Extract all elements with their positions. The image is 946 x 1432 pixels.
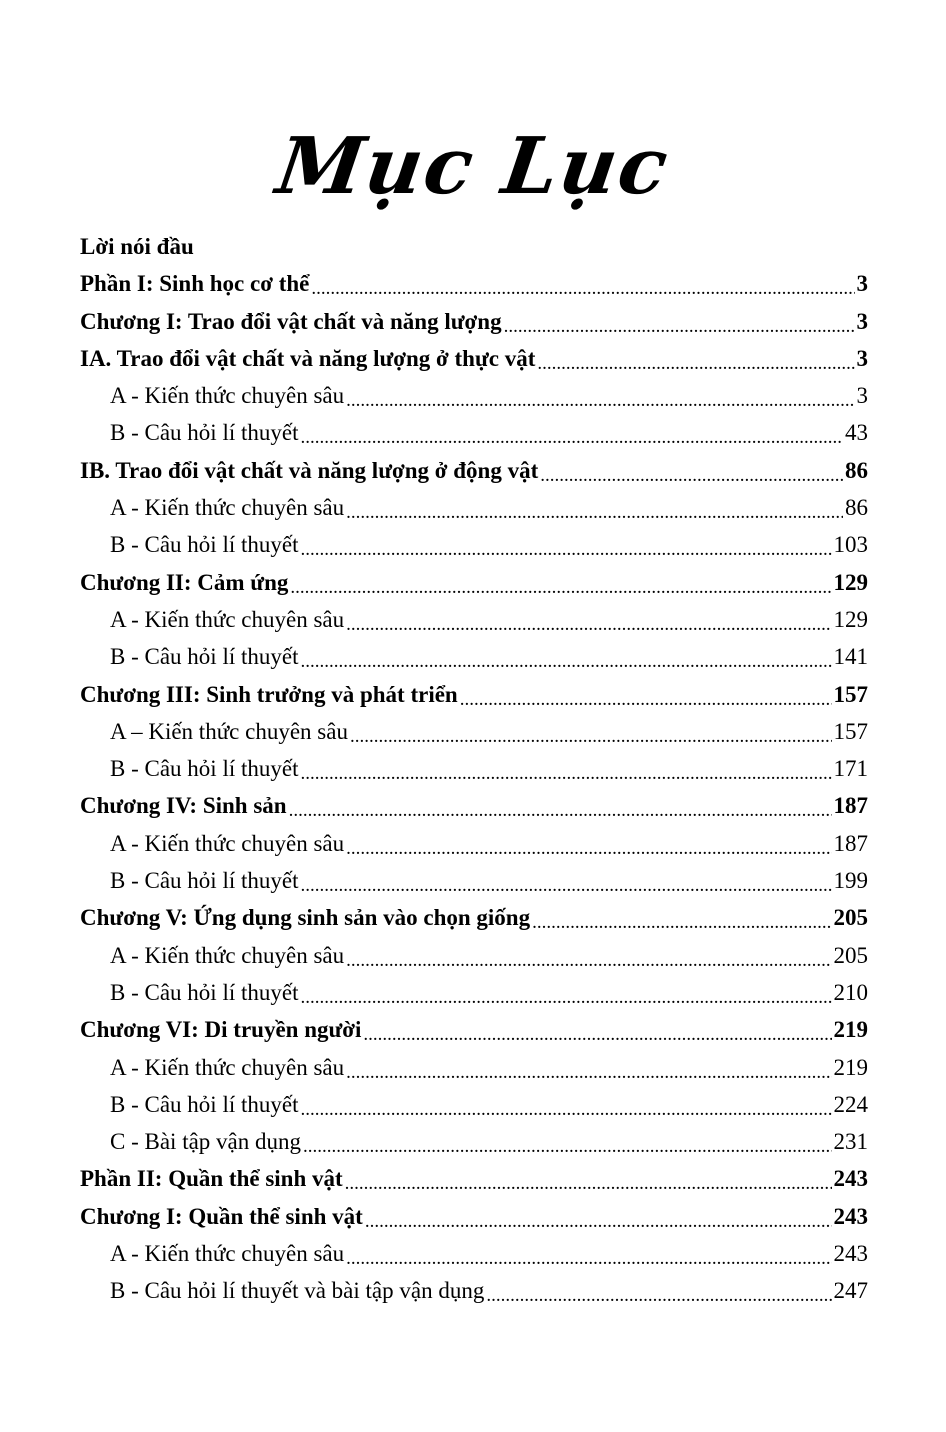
toc-entry-page-number: 199: [833, 868, 868, 894]
toc-dot-leader: [532, 902, 831, 930]
toc-dot-leader: [289, 790, 832, 818]
toc-entry-label: Phần I: Sinh học cơ thể: [80, 271, 310, 297]
toc-entry-label: A – Kiến thức chuyên sâu: [110, 718, 348, 744]
toc-entry-label: IA. Trao đổi vật chất và năng lượng ở thực vật: [80, 345, 536, 371]
toc-entry-label: B - Câu hỏi lí thuyết: [110, 979, 299, 1005]
toc-entry-page-number: 171: [833, 756, 868, 782]
toc-entry-label: A - Kiến thức chuyên sâu: [110, 1054, 345, 1080]
toc-entry[interactable]: [80, 713, 868, 750]
toc-entry-label: B - Câu hỏi lí thuyết: [110, 1091, 299, 1117]
toc-entry-page-number: 3: [856, 345, 868, 371]
toc-entry-page-number: 187: [833, 793, 868, 819]
toc-entry[interactable]: [80, 937, 868, 974]
toc-entry-page-number: 3: [856, 308, 868, 334]
toc-dot-leader: [363, 1014, 831, 1042]
toc-entry[interactable]: [80, 564, 868, 601]
toc-dot-leader: [346, 940, 831, 968]
toc-dot-leader: [300, 1089, 831, 1117]
toc-entry-label: Chương V: Ứng dụng sinh sản vào chọn giống: [80, 905, 531, 931]
toc-entry-label: Chương I: Quần thể sinh vật: [80, 1203, 363, 1229]
toc-dot-leader: [311, 268, 854, 296]
toc-entry[interactable]: [80, 750, 868, 787]
toc-entry[interactable]: [80, 825, 868, 862]
toc-dot-leader: [346, 604, 831, 632]
toc-entry-page-number: 205: [833, 905, 868, 931]
toc-entry-label: A - Kiến thức chuyên sâu: [110, 830, 345, 856]
toc-entry-page-number: 43: [845, 420, 868, 446]
toc-dot-leader: [346, 1052, 831, 1080]
toc-entry[interactable]: [80, 452, 868, 489]
toc-entry-page-number: 247: [833, 1278, 868, 1304]
toc-dot-leader: [540, 455, 843, 483]
page-title: Mục Lục: [271, 121, 675, 212]
toc-entry[interactable]: [80, 1123, 868, 1160]
toc-entry-page-number: 187: [833, 830, 868, 856]
toc-entry-page-number: 243: [833, 1241, 868, 1267]
toc-entry-page-number: 129: [833, 569, 868, 595]
toc-entry-label: A - Kiến thức chuyên sâu: [110, 942, 345, 968]
toc-entry[interactable]: [80, 1049, 868, 1086]
toc-entry-page-number: 3: [856, 271, 868, 297]
toc-entry-label: B - Câu hỏi lí thuyết: [110, 532, 299, 558]
toc-dot-leader: [537, 343, 854, 371]
toc-entry-label: Chương II: Cảm ứng: [80, 569, 289, 595]
toc-dot-leader: [350, 716, 832, 744]
toc-entry-label: B - Câu hỏi lí thuyết: [110, 756, 299, 782]
toc-dot-leader: [300, 753, 831, 781]
table-of-contents: [80, 228, 868, 1310]
toc-entry-label: A - Kiến thức chuyên sâu: [110, 495, 345, 521]
toc-entry-page-number: 86: [845, 495, 868, 521]
toc-entry-page-number: 157: [833, 681, 868, 707]
toc-entry[interactable]: [80, 414, 868, 451]
toc-dot-leader: [346, 828, 831, 856]
toc-entry[interactable]: [80, 1235, 868, 1272]
toc-entry[interactable]: [80, 638, 868, 675]
toc-dot-leader: [303, 1126, 832, 1154]
toc-entry-page-number: 157: [833, 718, 868, 744]
toc-entry[interactable]: [80, 787, 868, 824]
toc-entry-label: A - Kiến thức chuyên sâu: [110, 606, 345, 632]
toc-entry[interactable]: [80, 526, 868, 563]
toc-entry-page-number: 210: [833, 979, 868, 1005]
toc-entry[interactable]: [80, 377, 868, 414]
toc-entry[interactable]: [80, 899, 868, 936]
toc-entry-label: Chương I: Trao đổi vật chất và năng lượng: [80, 308, 502, 334]
toc-dot-leader: [300, 977, 831, 1005]
toc-entry-page-number: 231: [833, 1129, 868, 1155]
toc-entry-label: B - Câu hỏi lí thuyết: [110, 420, 299, 446]
toc-entry-page-number: 224: [833, 1091, 868, 1117]
toc-entry-label: Chương VI: Di truyền người: [80, 1017, 362, 1043]
toc-entry[interactable]: [80, 676, 868, 713]
toc-entry-page-number: 219: [833, 1054, 868, 1080]
toc-entry[interactable]: [80, 228, 868, 265]
toc-entry-page-number: 205: [833, 942, 868, 968]
toc-entry-page-number: 3: [856, 383, 868, 409]
toc-entry-label: Chương III: Sinh trưởng và phát triển: [80, 681, 458, 707]
toc-entry-page-number: 129: [833, 606, 868, 632]
toc-entry[interactable]: [80, 1198, 868, 1235]
toc-entry-page-number: 86: [845, 457, 868, 483]
toc-dot-leader: [300, 417, 843, 445]
toc-dot-leader: [365, 1201, 832, 1229]
toc-entry-label: B - Câu hỏi lí thuyết và bài tập vận dụng: [110, 1278, 485, 1304]
toc-entry[interactable]: [80, 489, 868, 526]
toc-entry-label: A - Kiến thức chuyên sâu: [110, 1241, 345, 1267]
toc-dot-leader: [346, 492, 843, 520]
toc-entry-label: C - Bài tập vận dụng: [110, 1129, 301, 1155]
toc-entry-label: Lời nói đầu: [80, 234, 194, 259]
toc-entry[interactable]: [80, 340, 868, 377]
toc-entry[interactable]: [80, 1086, 868, 1123]
toc-entry[interactable]: [80, 974, 868, 1011]
toc-entry-label: B - Câu hỏi lí thuyết: [110, 644, 299, 670]
toc-dot-leader: [346, 380, 854, 408]
toc-entry[interactable]: [80, 1011, 868, 1048]
toc-entry[interactable]: [80, 1160, 868, 1197]
toc-entry[interactable]: [80, 265, 868, 302]
toc-entry[interactable]: [80, 862, 868, 899]
toc-dot-leader: [345, 1163, 832, 1191]
toc-dot-leader: [300, 865, 831, 893]
toc-entry-label: Phần II: Quần thể sinh vật: [80, 1166, 343, 1192]
toc-entry[interactable]: [80, 1272, 868, 1309]
toc-entry-page-number: 243: [833, 1166, 868, 1192]
toc-entry-page-number: 141: [833, 644, 868, 670]
toc-entry[interactable]: [80, 303, 868, 340]
toc-entry-label: A - Kiến thức chuyên sâu: [110, 383, 345, 409]
toc-dot-leader: [300, 641, 831, 669]
toc-entry-label: Chương IV: Sinh sản: [80, 793, 287, 819]
toc-dot-leader: [486, 1275, 831, 1303]
toc-dot-leader: [504, 306, 855, 334]
toc-entry-page-number: 103: [833, 532, 868, 558]
toc-dot-leader: [300, 529, 831, 557]
toc-entry-page-number: 243: [833, 1203, 868, 1229]
toc-dot-leader: [290, 567, 831, 595]
toc-entry-label: B - Câu hỏi lí thuyết: [110, 868, 299, 894]
toc-entry-label: IB. Trao đổi vật chất và năng lượng ở động vật: [80, 457, 539, 483]
toc-dot-leader: [346, 1238, 831, 1266]
toc-dot-leader: [460, 679, 832, 707]
toc-entry[interactable]: [80, 601, 868, 638]
toc-entry-page-number: 219: [833, 1017, 868, 1043]
